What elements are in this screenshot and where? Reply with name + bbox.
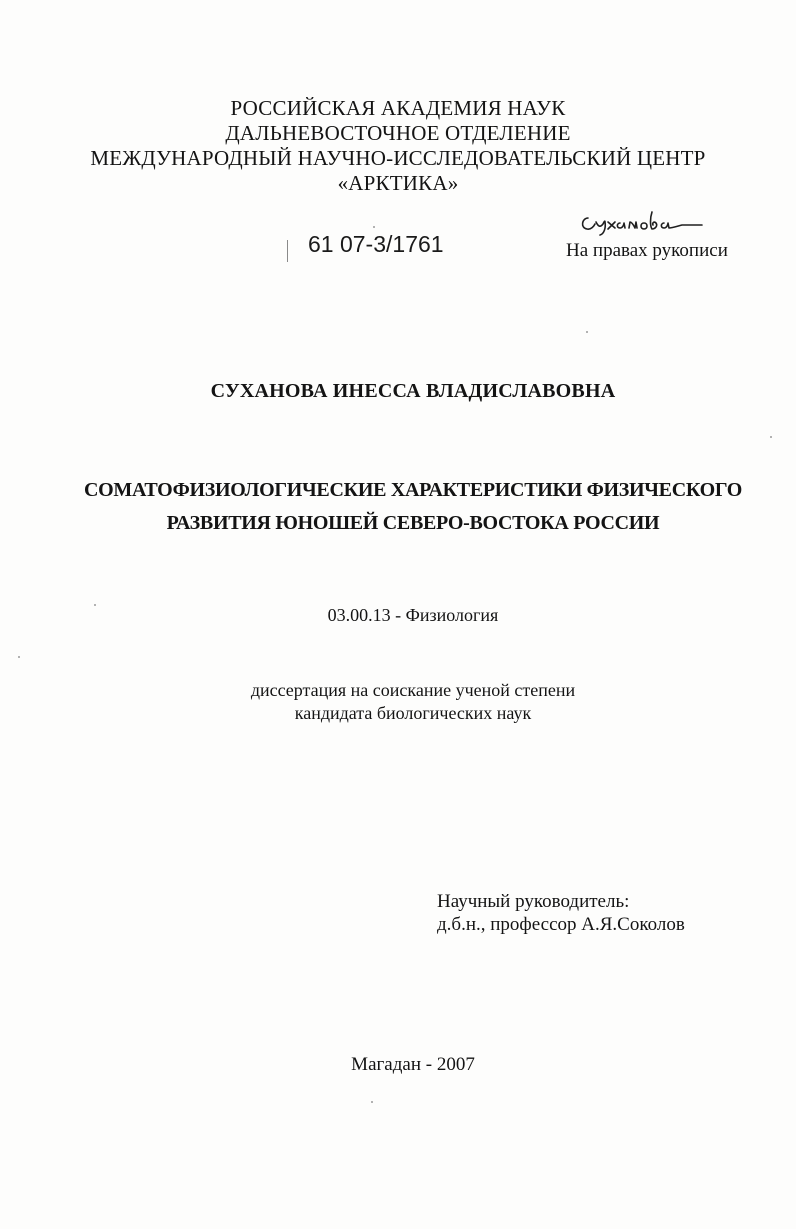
author-name: СУХАНОВА ИНЕССА ВЛАДИСЛАВОВНА <box>210 380 616 402</box>
title-line-1: СОМАТОФИЗИОЛОГИЧЕСКИЕ ХАРАКТЕРИСТИКИ ФИЗИЧЕСКОГО <box>83 479 743 501</box>
archive-code: 61 07-3/1761 <box>308 231 444 257</box>
degree-line-2: кандидата биологических наук <box>294 703 532 723</box>
supervisor-name: д.б.н., профессор А.Я.Соколов <box>437 914 685 935</box>
scientific-supervisor <box>437 890 685 936</box>
organization-header <box>0 96 796 196</box>
place-and-year: Магадан - 2007 <box>351 1054 475 1075</box>
degree-line-1: диссертация на соискание ученой степени <box>250 680 576 700</box>
org-line-academy: РОССИЙСКАЯ АКАДЕМИЯ НАУК <box>230 96 566 120</box>
scan-speck <box>18 656 20 658</box>
supervisor-label: Научный руководитель: <box>437 891 630 912</box>
specialty-code: 03.00.13 - Физиология <box>327 605 499 625</box>
scan-speck <box>586 331 588 333</box>
scan-speck <box>371 1101 373 1103</box>
dissertation-title <box>0 474 796 540</box>
handwritten-signature <box>578 204 708 240</box>
degree-statement <box>0 679 796 725</box>
scan-speck <box>94 604 96 606</box>
title-line-2: РАЗВИТИЯ ЮНОШЕЙ СЕВЕРО-ВОСТОКА РОССИИ <box>166 512 660 534</box>
scan-speck <box>770 436 772 438</box>
manuscript-rights-note: На правах рукописи <box>566 240 728 261</box>
scan-speck <box>373 226 375 228</box>
org-line-center-name: «АРКТИКА» <box>337 171 459 195</box>
org-line-center: МЕЖДУНАРОДНЫЙ НАУЧНО-ИССЛЕДОВАТЕЛЬСКИЙ ЦЕНТР <box>90 146 706 170</box>
org-line-branch: ДАЛЬНЕВОСТОЧНОЕ ОТДЕЛЕНИЕ <box>225 121 571 145</box>
archive-stamp-mark <box>287 240 288 262</box>
